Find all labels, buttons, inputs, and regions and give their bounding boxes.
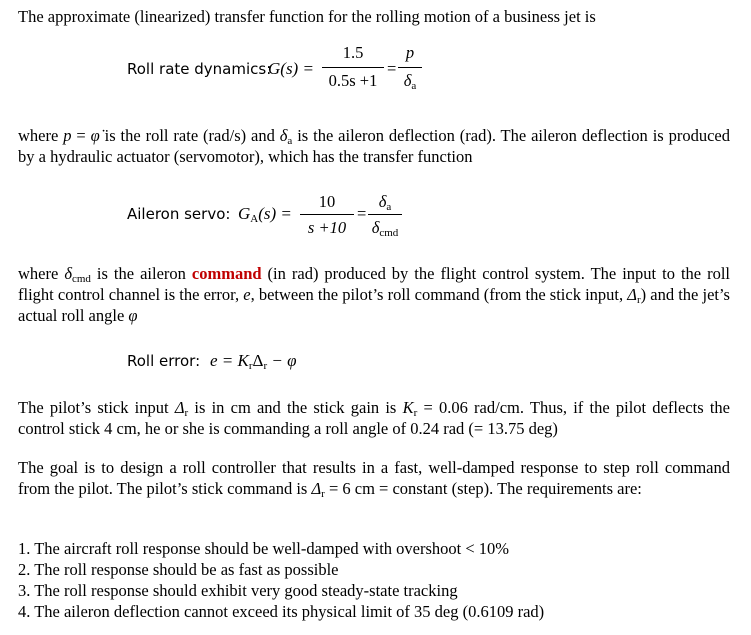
paragraph-goal: The goal is to design a roll controller that results in a fast, well-damped response to step roll command from the pilot. The pilot’s stick command is $\Delta_r = 6$ cm = constant (step). The requirements are: (18, 458, 730, 500)
list-item: 1. The aircraft roll response should be well-damped with overshoot < 10% (18, 539, 510, 558)
servo-numerator-2: $\delta_a$ (378, 192, 392, 213)
paragraph-aileron-command: where $\delta_{cmd}$ is the aileron command (in rad) produced by the flight control system. The input to the roll flight control channel is the error, e, between the pilot’s roll command (from the stick input, $\Delta_r$) and the jet’s actual roll angle φ (18, 264, 731, 325)
roll-rate-func: G(s) = (268, 59, 314, 78)
list-item: 3. The roll response should exhibit very good steady-state tracking (18, 581, 458, 600)
requirements-list (18, 538, 730, 622)
servo-func: $G_A(s)$ = (238, 204, 292, 225)
servo-denominator: s +10 (307, 218, 347, 237)
command-highlight: command (191, 264, 262, 283)
roll-rate-fraction-bar (322, 67, 384, 68)
paragraph-stick-gain: The pilot’s stick input $\Delta_r$ is in cm and the stick gain is $K_r = 0.06$ rad/cm. Thus, if the pilot deflects the control stick 4 cm, he or she is commanding a roll angle of 0.24 rad (= 13.75 deg) (18, 398, 730, 438)
roll-rate-equals: = (387, 59, 397, 78)
servo-numerator: 10 (318, 192, 336, 211)
servo-label: Aileron servo: (127, 205, 231, 223)
roll-error-label: Roll error: (127, 352, 201, 370)
roll-error-formula: $e = K_r\Delta_r - \varphi$ (210, 351, 297, 372)
roll-rate-numerator: 1.5 (342, 43, 364, 62)
roll-rate-denominator-2: $\delta_a$ (403, 71, 417, 92)
servo-fraction-bar-2 (368, 214, 402, 215)
intro-text: The approximate (linearized) transfer function for the rolling motion of a business jet is (18, 7, 596, 26)
list-item: 2. The roll response should be as fast as possible (18, 560, 339, 579)
servo-denominator-2: $\delta_{cmd}$ (371, 218, 399, 239)
roll-rate-numerator-2: p (405, 43, 415, 62)
paragraph-roll-rate: where p = φ̇ is the roll rate (rad/s) and $\delta_a$ is the aileron deflection (rad). The aileron deflection is produced by a hydraulic actuator (servomotor), which has the transfer function (18, 126, 730, 166)
servo-equals: = (357, 204, 367, 223)
roll-rate-denominator: 0.5s +1 (328, 71, 378, 90)
roll-rate-fraction-bar-2 (398, 67, 422, 68)
servo-fraction-bar (300, 214, 354, 215)
list-item: 4. The aileron deflection cannot exceed its physical limit of 35 deg (0.6109 rad) (18, 602, 545, 621)
roll-rate-label: Roll rate dynamics: (127, 60, 272, 78)
